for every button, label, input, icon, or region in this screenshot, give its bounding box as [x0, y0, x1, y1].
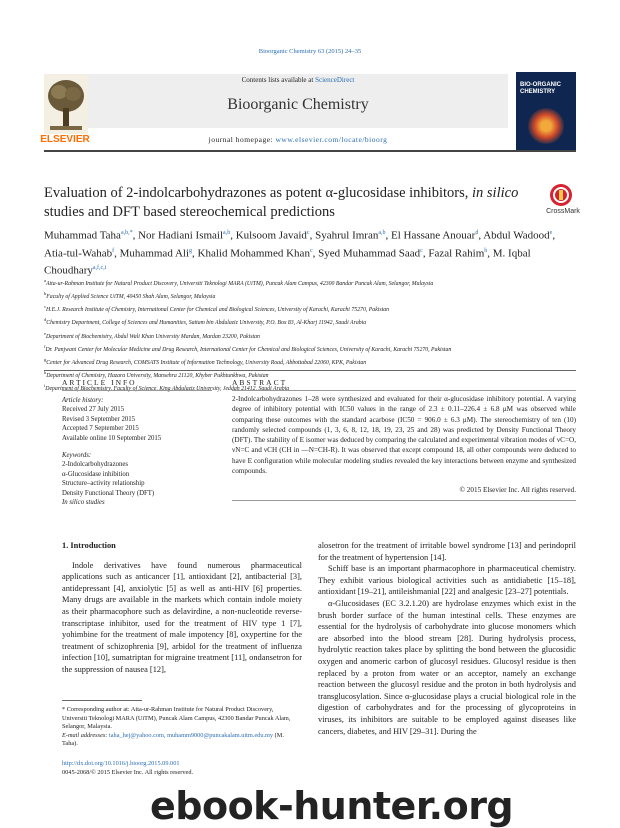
- author-affiliation-marker[interactable]: e: [549, 230, 553, 236]
- author-name[interactable]: Abdul Wadood: [483, 229, 550, 242]
- affiliation-key: g: [44, 356, 47, 362]
- crossmark-button[interactable]: [540, 184, 590, 224]
- author-name[interactable]: Khalid Mohammed Khan: [197, 247, 310, 260]
- history-item: Received 27 July 2015: [62, 406, 125, 414]
- watermark-text: ebook-hunter.org: [150, 784, 514, 828]
- article-title: [44, 184, 524, 222]
- author-name[interactable]: M. Iqbal Choudhary: [44, 247, 531, 277]
- homepage-prefix: journal homepage:: [208, 135, 276, 144]
- elsevier-tree-icon: [44, 74, 88, 134]
- article-info-heading: ARTICLE INFO: [62, 378, 137, 387]
- author-name[interactable]: Nor Hadiani Ismail: [138, 229, 224, 242]
- keyword-item: 2-Indolcarbohydrazones: [62, 461, 129, 469]
- author-list: [44, 226, 576, 279]
- author-affiliation-marker[interactable]: h: [484, 247, 488, 254]
- abstract-text: 2-Indolcarbohydrazones 1–28 were synthesized and evaluated for their α-glucosidase inhibitory potential. A varying degree of inhibitory potential with IC50 values in the range of 2.3 ± 0.11–226.4 ± 6.8 μM was observed while comparing these outcomes with the standard acarbose (IC50 = 906.0 ± 6.3 μM). The stereochemistry of ten (10) randomly selected compounds (1, 3, 6, 8, 12, 18, 19, 23, 25 and 28) was predicted by Density Functional Theory (DFT). The stability of E isomer was deduced by comparing the calculated and experimental vibration modes of νC=O, νN=C and νCH (CH in —N=CH-R). It was observed that except compound 18, all other compounds were deduced to have E configuration while molecular modeling studies revealed the key interactions between enzyme and synthesized compounds.: [232, 395, 576, 476]
- author-affiliation-marker[interactable]: a,f,c,i: [92, 265, 107, 272]
- title-part-2: in silico: [472, 185, 519, 201]
- intro-paragraph: Indole derivatives have found numerous pharmaceutical applications such as anticancer [1], antioxidant [2], antibacterial [3], antidepressant [4], anxiolytic [5] as well as anti-HIV [6] properties. Many drugs are available in the markets which contain indole moiety as their pharmacophore such as delavirdine, a non-nucleotide reverse-transcriptase inhibitor, used for the treatment of HIV type 1 [7], yohimbine for the treatment of male impotency [8], oxypertine for the treatment of schizophrenia [9], arbidol for the treatment of influenza infection [10], sumatriptan for migraine treatment [11], ondansetron for the suppression of nausea [12],: [62, 560, 302, 674]
- affiliation-item: [44, 276, 576, 289]
- author-affiliation-marker[interactable]: a,b,*: [120, 230, 133, 236]
- affiliation-text: Department of Chemistry, Hazara University, Mansehra 21120, Khyber Pukhtunkhwa, Pakistan: [46, 372, 269, 379]
- author-affiliation-marker[interactable]: c: [306, 230, 310, 236]
- abstract-rule: [232, 390, 576, 391]
- keywords-label: Keywords:: [62, 452, 92, 460]
- author-name[interactable]: Atia-tul-Wahab: [44, 247, 113, 260]
- affiliation-text: Department of Biochemistry, Abdul Wali Khan University Mardan, Mardan 23200, Pakistan: [46, 333, 260, 340]
- article-info-rule: [62, 390, 212, 391]
- contents-prefix: Contents lists available at: [241, 76, 316, 84]
- affiliation-key: d: [44, 317, 47, 323]
- article-info: [62, 396, 212, 507]
- author-name[interactable]: Syed Muhammad Saad: [318, 247, 421, 260]
- author-separator: ,: [312, 247, 319, 260]
- keyword-item: Structure–activity relationship: [62, 480, 145, 488]
- author-affiliation-marker[interactable]: a,b: [378, 230, 386, 236]
- affiliation-item: [44, 355, 576, 368]
- cover-title: BIO-ORGANIC CHEMISTRY: [520, 82, 561, 95]
- doi-block: [62, 760, 298, 777]
- journal-homepage: [88, 135, 508, 144]
- author-name[interactable]: Fazal Rahim: [428, 247, 485, 260]
- history-label: Article history:: [62, 397, 104, 404]
- issn-line: 0045-2068/© 2015 Elsevier Inc. All rights reserved.: [62, 768, 194, 776]
- email-links[interactable]: taha_hej@yahoo.com, muhamm9000@puncakalam.uitm.edu.my: [109, 731, 274, 739]
- keyword-list: [62, 460, 212, 507]
- affiliation-key: e: [44, 330, 46, 336]
- sciencedirect-link[interactable]: ScienceDirect: [315, 76, 355, 84]
- affiliation-text: Dr. Panjwani Center for Molecular Medicine and Drug Research, International Center for Chemical and Biological Sciences, University of Karachi, Karachi 75270, Pakistan: [45, 346, 452, 353]
- author-name[interactable]: Kulsoom Javaid: [235, 229, 307, 242]
- affiliation-text: Atta-ur-Rahman Institute for Natural Product Discovery, Universiti Teknologi MARA (UiTM), Puncak Alam Campus, 42300 Bandar Puncak Alam, Selangor, Malaysia: [46, 280, 434, 287]
- publisher-logo-text: ELSEVIER: [40, 134, 90, 145]
- contents-line: [88, 76, 508, 84]
- abstract-bottom-rule: [232, 500, 576, 501]
- abstract-copyright: © 2015 Elsevier Inc. All rights reserved.: [459, 486, 576, 494]
- author-separator: ,: [132, 229, 139, 242]
- body-left-column: [62, 540, 302, 676]
- author-affiliation-marker[interactable]: a,b: [223, 230, 231, 236]
- affiliation-key: h: [44, 369, 47, 375]
- affiliation-item: [44, 315, 576, 328]
- author-separator: ,: [552, 229, 556, 242]
- header-divider: [44, 150, 576, 152]
- corresponding-author-note: [62, 706, 298, 749]
- section-title: 1. Introduction: [62, 541, 116, 550]
- body-right-column: [318, 540, 576, 737]
- doi-link[interactable]: http://dx.doi.org/10.1016/j.bioorg.2015.09.001: [62, 760, 180, 767]
- journal-name: Bioorganic Chemistry: [227, 96, 369, 113]
- author-affiliation-marker[interactable]: f: [112, 247, 115, 254]
- affiliation-text: Chemistry Department, College of Sciences and Humanities, Sattam bin Abdulaziz University, P.O. Box 83, Al-Kharj 11942, Saudi Arabia: [46, 320, 367, 327]
- cover-artwork-icon: [528, 108, 564, 144]
- history-item: Accepted 7 September 2015: [62, 425, 139, 433]
- abstract-heading: ABSTRACT: [232, 378, 288, 387]
- author-separator: ,: [230, 229, 236, 242]
- author-affiliation-marker[interactable]: c: [309, 247, 313, 254]
- journal-citation[interactable]: Bioorganic Chemistry 63 (2015) 24–35: [258, 48, 362, 55]
- author-name[interactable]: El Hassane Anouar: [391, 229, 476, 242]
- author-separator: ,: [114, 247, 120, 260]
- author-separator: ,: [478, 229, 484, 242]
- author-separator: ,: [192, 247, 198, 260]
- footnote-rule: [62, 700, 142, 701]
- affiliation-key: c: [44, 304, 46, 310]
- history-item: Revised 3 September 2015: [62, 415, 136, 423]
- crossmark-label: CrossMark: [546, 208, 580, 215]
- keyword-item: In silico studies: [62, 499, 105, 507]
- history-list: [62, 405, 212, 443]
- email-suffix: (M. Taha).: [62, 731, 284, 748]
- keyword-item: Density Functional Theory (DFT): [62, 489, 155, 497]
- author-affiliation-marker[interactable]: c: [420, 247, 423, 254]
- email-label: E-mail addresses:: [62, 731, 109, 739]
- affiliation-key: a: [44, 278, 46, 283]
- affiliation-divider: [44, 370, 576, 371]
- author-affiliation-marker[interactable]: g: [189, 247, 193, 254]
- author-name[interactable]: Syahrul Imran: [315, 229, 379, 242]
- affiliation-text: Faculty of Applied Science UiTM, 40450 Shah Alam, Selangor, Malaysia: [46, 294, 216, 301]
- history-item: Available online 10 September 2015: [62, 434, 162, 442]
- affiliation-item: [44, 329, 576, 342]
- author-separator: ,: [385, 229, 391, 242]
- author-separator: ,: [487, 247, 493, 260]
- body-paragraph: α-Glucosidases (EC 3.2.1.20) are hydrolase enzymes which exist in the brush border surface of the human intestinal cells. These enzymes are essential for the hydrolysis of carbohydrate into glucose monomers which are absorbed into the blood stream [28]. During hydrolysis process, hydrolytic reaction takes place by splitting the bond between the glucosidic oxygen and anomeric carbon of glucosyl residues. Glucosyl residue is then replaced by a proton from water or an acceptor, namely an exchange reaction between the glucosyl residue and the proton in both hydrolysis and transglucosylation. Since α-glucosidase plays a crucial biological role in the digestion of carbohydrates and for the processing of glycoproteins in viruses, its inhibitors are suitable to be employed against diseases like cancers, diabetes, and HIV [29–31]. During the: [318, 598, 576, 736]
- affiliation-item: [44, 342, 576, 355]
- title-part-3: studies and DFT based stereochemical predictions: [44, 204, 335, 220]
- corresponding-text: * Corresponding author at: Atta-ur-Rahman Institute for Natural Product Discovery, Universiti Teknologi MARA (UiTM), Puncak Alam Campus, 42300 Bandar Puncak Alam, Selangor, Malaysia.: [62, 706, 291, 731]
- affiliation-key: f: [44, 343, 46, 349]
- author-name[interactable]: Muhammad Taha: [44, 229, 121, 242]
- author-separator: ,: [422, 247, 429, 260]
- keyword-item: α-Glucosidase inhibition: [62, 470, 130, 478]
- affiliation-text: Department of Biochemistry, Faculty of Science, King Abdulaziz University, Jeddah 21412, Saudi Arabia: [45, 385, 290, 392]
- author-affiliation-marker[interactable]: d: [475, 230, 479, 236]
- affiliation-key: i: [44, 383, 46, 388]
- author-separator: ,: [309, 229, 316, 242]
- affiliation-item: [44, 289, 576, 302]
- title-part-1: Evaluation of 2-indolcarbohydrazones as potent α-glucosidase inhibitors,: [44, 185, 472, 201]
- affiliation-item: [44, 302, 576, 315]
- author-name[interactable]: Muhammad Ali: [119, 247, 190, 260]
- affiliation-key: b: [44, 291, 47, 297]
- homepage-link[interactable]: www.elsevier.com/locate/bioorg: [275, 135, 388, 144]
- body-paragraph: alosetron for the treatment of irritable bowel syndrome [13] and perindopril for the treatment of hypertension [14].: [318, 541, 576, 562]
- affiliation-text: H.E.J. Research Institute of Chemistry, International Center for Chemical and Biological Sciences, University of Karachi, Karachi 75270, Pakistan: [46, 307, 390, 314]
- crossmark-icon: [550, 184, 572, 206]
- affiliation-text: Center for Advanced Drug Research, COMSATS Institute of Information Technology, University Road, Abbottabad 22060, KPK, Pakistan: [46, 359, 367, 366]
- affiliation-list: [44, 276, 576, 394]
- body-paragraph: Schiff base is an important pharmacophore in pharmaceutical chemistry. They exhibit various biological activities such as antidiabetic [15–18], antioxidant [19–21], antileishmanial [22] and analgesic [23–27] potentials.: [318, 564, 576, 597]
